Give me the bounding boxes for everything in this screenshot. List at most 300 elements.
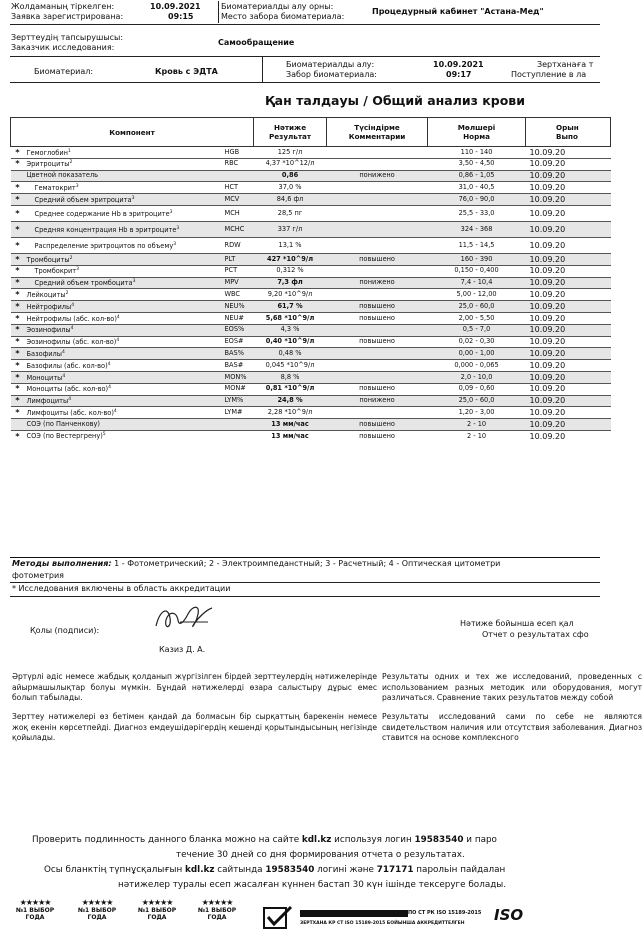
row-method-ref: 3 bbox=[76, 267, 79, 273]
row-date: 10.09.20 bbox=[526, 265, 611, 277]
verify-kz-line1: Осы бланктің түпнұсқалығын kdl.kz сайтында 19583540 логині және 717171 парольін пайдалан bbox=[44, 865, 506, 875]
customer-label-kz: Зерттеудің тапсырушысы: bbox=[11, 33, 124, 42]
customer-label-ru: Заказчик исследования: bbox=[11, 43, 115, 52]
row-norm: 324 - 368 bbox=[428, 221, 526, 237]
row-component bbox=[25, 336, 223, 348]
row-component-name: Моноциты (абс. кол-во) bbox=[26, 385, 109, 394]
methods-rule-bottom bbox=[10, 596, 600, 597]
row-method-ref: 4 bbox=[62, 373, 66, 379]
row-result: 13 мм/час bbox=[254, 430, 327, 441]
iso-logo: ISO bbox=[494, 906, 524, 924]
lab-received-label-ru: Поступление в ла bbox=[511, 70, 587, 79]
row-component-name: Лейкоциты bbox=[26, 291, 66, 300]
row-result: 0,045 *10^9/л bbox=[254, 360, 327, 372]
row-method-ref: 3 bbox=[169, 209, 173, 215]
row-star: * bbox=[11, 360, 25, 372]
row-star: * bbox=[11, 237, 25, 253]
row-comment: повышено bbox=[327, 383, 428, 395]
row-component bbox=[25, 360, 223, 372]
results-table bbox=[10, 117, 611, 442]
star-icon: ★★★★★ bbox=[19, 898, 51, 907]
row-component bbox=[25, 182, 223, 194]
row-comment bbox=[327, 407, 428, 419]
row-component bbox=[25, 221, 223, 237]
row-norm: 25,0 - 60,0 bbox=[428, 395, 526, 407]
row-abbr: PLT bbox=[223, 253, 254, 265]
iso-accreditation-text: ЗЕРТХАНА КР СТ ISO 15189-2015 БОЙЫНША АККРЕДИТТЕЛГЕН bbox=[300, 921, 465, 926]
row-comment bbox=[327, 237, 428, 253]
row-result: 24,8 % bbox=[254, 395, 327, 407]
row-norm: 0,5 - 7,0 bbox=[428, 324, 526, 336]
row-component bbox=[25, 205, 223, 221]
row-abbr: HCT bbox=[223, 182, 254, 194]
row-abbr bbox=[223, 419, 254, 431]
row-star bbox=[11, 419, 25, 431]
row-component-name: Лимфоциты (абс. кол-во) bbox=[26, 409, 114, 418]
row-result: 28,5 пг bbox=[254, 205, 327, 221]
award-badge bbox=[130, 898, 184, 921]
table-row bbox=[11, 371, 611, 383]
row-date: 10.09.20 bbox=[526, 407, 611, 419]
row-comment bbox=[327, 147, 428, 159]
iso-standard-text: ПО СТ РК ISO 15189-2015 bbox=[408, 910, 482, 916]
row-comment bbox=[327, 371, 428, 383]
row-date: 10.09.20 bbox=[526, 324, 611, 336]
row-component bbox=[25, 158, 223, 170]
row-norm: 3,50 - 4,50 bbox=[428, 158, 526, 170]
row-star: * bbox=[11, 312, 25, 324]
row-component bbox=[25, 419, 223, 431]
star-icon: ★★★★★ bbox=[81, 898, 113, 907]
row-result: 337 г/л bbox=[254, 221, 327, 237]
row-component-name: Эритроциты bbox=[26, 160, 70, 169]
row-result: 4,37 *10^12/л bbox=[254, 158, 327, 170]
row-result: 37,0 % bbox=[254, 182, 327, 194]
verify-ru-line2: течение 30 дней со дня формирования отчета о результатах. bbox=[176, 850, 465, 860]
col-result: Нәтиже Результат bbox=[254, 118, 327, 147]
row-comment bbox=[327, 360, 428, 372]
row-component bbox=[25, 312, 223, 324]
result-report-kz: Нәтиже бойынша есеп қал bbox=[460, 619, 574, 628]
redaction-bar bbox=[300, 910, 408, 917]
row-date: 10.09.20 bbox=[526, 194, 611, 206]
award-text: №1 ВЫБОР ГОДА bbox=[137, 907, 177, 921]
row-comment: повышено bbox=[327, 419, 428, 431]
registered-label-kz: Жолдаманың тіркелген: bbox=[11, 2, 115, 11]
row-date: 10.09.20 bbox=[526, 170, 611, 182]
row-component-name: Средняя концентрация Hb в эритроците bbox=[34, 225, 177, 234]
row-method-ref: 2 bbox=[69, 255, 73, 261]
row-abbr: RDW bbox=[223, 237, 254, 253]
row-comment bbox=[327, 205, 428, 221]
table-row bbox=[11, 205, 611, 221]
row-method-ref: 3 bbox=[176, 225, 180, 231]
row-date: 10.09.20 bbox=[526, 289, 611, 301]
col-norm: Мөлшері Норма bbox=[428, 118, 526, 147]
row-method-ref: 3 bbox=[173, 241, 177, 247]
row-component bbox=[25, 265, 223, 277]
methods-text: 1 - Фотометрический; 2 - Электроимпеданстный; 3 - Расчетный; 4 - Оптическая цитометри bbox=[111, 559, 501, 568]
row-method-ref: 2 bbox=[69, 160, 73, 166]
disclaimer-kz-2: Зерттеу нәтижелері өз бетімен қандай да болмасын бір сырқаттың барекенін немесе жоқ екенін көрсетпейді. Диагноз емдеушідәрігердің кешенді қорытындысының негізінде қойылады. bbox=[12, 712, 377, 742]
row-date: 10.09.20 bbox=[526, 147, 611, 159]
methods-rule-mid bbox=[10, 582, 600, 583]
row-date: 10.09.20 bbox=[526, 312, 611, 324]
row-component-name: Среднее содержание Hb в эритроците bbox=[34, 209, 170, 218]
row-abbr: NEU% bbox=[223, 301, 254, 313]
checkmark-icon bbox=[263, 905, 293, 930]
sample-place-value: Процедурный кабинет "Астана-Мед" bbox=[372, 7, 544, 16]
row-result: 4,3 % bbox=[254, 324, 327, 336]
row-date: 10.09.20 bbox=[526, 430, 611, 441]
table-row bbox=[11, 277, 611, 289]
disclaimer-ru-1: Результаты одних и тех же исследований, проведенных с использованием разных методик или оборудования, могут различаться. Сравнение таких результатов между собой bbox=[382, 672, 642, 702]
row-comment bbox=[327, 265, 428, 277]
row-component bbox=[25, 237, 223, 253]
award-text: №1 ВЫБОР ГОДА bbox=[77, 907, 117, 921]
table-row bbox=[11, 253, 611, 265]
table-header-row bbox=[11, 118, 611, 147]
row-star: * bbox=[11, 395, 25, 407]
accreditation-note: * Исследования включены в область аккредитации bbox=[12, 584, 231, 593]
row-comment bbox=[327, 221, 428, 237]
row-norm: 160 - 390 bbox=[428, 253, 526, 265]
handwritten-signature bbox=[150, 600, 220, 638]
award-text: №1 ВЫБОР ГОДА bbox=[15, 907, 55, 921]
row-method-ref: 3 bbox=[75, 183, 79, 189]
verify-kz-site-link[interactable]: kdl.kz bbox=[185, 865, 215, 875]
row-result: 0,312 % bbox=[254, 265, 327, 277]
star-icon: ★★★★★ bbox=[201, 898, 233, 907]
row-method-ref: 3 bbox=[132, 279, 136, 285]
row-comment: повышено bbox=[327, 336, 428, 348]
row-comment: повышено bbox=[327, 312, 428, 324]
table-row bbox=[11, 147, 611, 159]
table-row bbox=[11, 221, 611, 237]
row-norm: 0,150 - 0,400 bbox=[428, 265, 526, 277]
row-result: 61,7 % bbox=[254, 301, 327, 313]
row-norm: 76,0 - 90,0 bbox=[428, 194, 526, 206]
row-component-name: Средний объем тромбоцита bbox=[34, 279, 133, 288]
table-row bbox=[11, 407, 611, 419]
row-norm: 110 - 140 bbox=[428, 147, 526, 159]
row-abbr: MCV bbox=[223, 194, 254, 206]
row-norm: 5,00 - 12,00 bbox=[428, 289, 526, 301]
row-result: 0,86 bbox=[254, 170, 327, 182]
row-star: * bbox=[11, 336, 25, 348]
row-component bbox=[25, 395, 223, 407]
row-component bbox=[25, 371, 223, 383]
row-result: 125 г/л bbox=[254, 147, 327, 159]
signature-label: Қолы (подписи): bbox=[30, 626, 100, 635]
row-date: 10.09.20 bbox=[526, 336, 611, 348]
table-row bbox=[11, 336, 611, 348]
row-star: * bbox=[11, 158, 25, 170]
row-comment: понижено bbox=[327, 277, 428, 289]
row-star: * bbox=[11, 407, 25, 419]
row-result: 5,68 *10^9/л bbox=[254, 312, 327, 324]
table-row bbox=[11, 301, 611, 313]
row-component-name: Гематокрит bbox=[34, 184, 76, 193]
row-star: * bbox=[11, 371, 25, 383]
row-comment bbox=[327, 158, 428, 170]
table-row bbox=[11, 194, 611, 206]
row-norm: 25,0 - 60,0 bbox=[428, 301, 526, 313]
row-date: 10.09.20 bbox=[526, 237, 611, 253]
signer-name: Казиз Д. А. bbox=[159, 645, 206, 654]
row-component-name: Эозинофилы bbox=[26, 326, 71, 335]
row-component-name: Распределение эритроцитов по объему bbox=[34, 241, 174, 250]
row-norm: 2 - 10 bbox=[428, 419, 526, 431]
row-norm: 0,000 - 0,065 bbox=[428, 360, 526, 372]
biomaterial-label: Биоматериал: bbox=[34, 67, 94, 76]
row-component bbox=[25, 170, 223, 182]
header-rule-2 bbox=[10, 56, 600, 57]
row-abbr bbox=[223, 170, 254, 182]
row-star: * bbox=[11, 265, 25, 277]
table-row bbox=[11, 158, 611, 170]
row-method-ref: 4 bbox=[116, 314, 120, 320]
row-abbr: MON% bbox=[223, 371, 254, 383]
row-result: 0,40 *10^9/л bbox=[254, 336, 327, 348]
row-method-ref: 4 bbox=[107, 361, 111, 367]
row-method-ref: 4 bbox=[71, 302, 75, 308]
row-abbr: BAS# bbox=[223, 360, 254, 372]
row-result: 7,3 фл bbox=[254, 277, 327, 289]
row-component-name: Цветной показатель bbox=[26, 171, 99, 180]
col-comments: Түсіндірме Комментарии bbox=[327, 118, 428, 147]
row-star: * bbox=[11, 194, 25, 206]
disclaimer-kz-1: Әртүрлі әдіс немесе жабдық қолданып жүргізілген бірдей зерттеулердің нәтижелерінде айырмашылықтар болуы мүмкін. Бұндай нәтижелерді өзара салыстыру дұрыс емес болып табылады. bbox=[12, 672, 377, 702]
sample-place-label-ru: Место забора биоматериала: bbox=[221, 12, 345, 21]
row-date: 10.09.20 bbox=[526, 182, 611, 194]
registered-time: 09:15 bbox=[168, 12, 194, 21]
header-divider-2 bbox=[262, 56, 263, 82]
row-component-name: Тромбоциты bbox=[26, 255, 70, 264]
row-star: * bbox=[11, 253, 25, 265]
customer-value: Самообращение bbox=[218, 38, 295, 47]
row-method-ref: 3 bbox=[131, 195, 135, 201]
row-comment: повышено bbox=[327, 301, 428, 313]
disclaimer-ru-2: Результаты исследований сами по себе не являются свидетельством наличия или отсутствия заболевания. Диагноз ставится на основе комплексного bbox=[382, 712, 642, 742]
row-date: 10.09.20 bbox=[526, 419, 611, 431]
row-star: * bbox=[11, 182, 25, 194]
star-icon: ★★★★★ bbox=[141, 898, 173, 907]
table-row bbox=[11, 360, 611, 372]
methods-line bbox=[12, 559, 500, 568]
row-component bbox=[25, 289, 223, 301]
verify-site-link[interactable]: kdl.kz bbox=[301, 835, 332, 845]
row-result: 9,20 *10^9/л bbox=[254, 289, 327, 301]
row-norm: 25,5 - 33,0 bbox=[428, 205, 526, 221]
sample-taken-label-kz: Биоматериалды алу: bbox=[286, 60, 375, 69]
row-norm: 11,5 - 14,5 bbox=[428, 237, 526, 253]
verify-login: 19583540 bbox=[414, 835, 464, 845]
row-star: * bbox=[11, 430, 25, 441]
row-component bbox=[25, 194, 223, 206]
row-comment bbox=[327, 324, 428, 336]
row-star: * bbox=[11, 348, 25, 360]
row-abbr: MCHC bbox=[223, 221, 254, 237]
award-badge bbox=[190, 898, 244, 921]
row-component-name: Базофилы bbox=[26, 350, 62, 359]
row-method-ref: 4 bbox=[68, 397, 72, 403]
row-abbr: LYM% bbox=[223, 395, 254, 407]
header-divider bbox=[218, 1, 219, 23]
table-row bbox=[11, 430, 611, 441]
row-abbr: NEU# bbox=[223, 312, 254, 324]
row-date: 10.09.20 bbox=[526, 158, 611, 170]
row-component bbox=[25, 147, 223, 159]
award-badge bbox=[8, 898, 62, 921]
row-date: 10.09.20 bbox=[526, 205, 611, 221]
sample-taken-time: 09:17 bbox=[446, 70, 472, 79]
methods-label: Методы выполнения: bbox=[12, 559, 112, 568]
row-component-name: СОЭ (по Вестергрену) bbox=[26, 432, 103, 441]
row-star: * bbox=[11, 324, 25, 336]
row-result: 13,1 % bbox=[254, 237, 327, 253]
row-comment bbox=[327, 348, 428, 360]
row-norm: 2 - 10 bbox=[428, 430, 526, 441]
verify-kz-line2: нәтижелер туралы есеп жасалған күннен бастап 30 күн ішінде тексеруге болады. bbox=[118, 880, 507, 890]
row-date: 10.09.20 bbox=[526, 277, 611, 289]
col-date: Орын Выпо bbox=[526, 118, 611, 147]
row-date: 10.09.20 bbox=[526, 360, 611, 372]
row-norm: 0,86 - 1,05 bbox=[428, 170, 526, 182]
row-method-ref: 4 bbox=[61, 349, 65, 355]
row-norm: 2,0 - 10,0 bbox=[428, 371, 526, 383]
row-component-name: Средний объем эритроцита bbox=[34, 195, 132, 204]
methods-text-2: фотометрия bbox=[12, 571, 64, 580]
row-comment bbox=[327, 289, 428, 301]
row-component bbox=[25, 430, 223, 441]
table-row bbox=[11, 182, 611, 194]
sample-taken-date: 10.09.2021 bbox=[433, 60, 484, 69]
row-method-ref: 4 bbox=[116, 338, 120, 344]
table-row bbox=[11, 170, 611, 182]
registered-date: 10.09.2021 bbox=[150, 2, 201, 11]
row-abbr: MPV bbox=[223, 277, 254, 289]
row-component-name: Нейтрофилы bbox=[26, 302, 72, 311]
table-row bbox=[11, 324, 611, 336]
row-result: 0,48 % bbox=[254, 348, 327, 360]
row-norm: 1,20 - 3,00 bbox=[428, 407, 526, 419]
row-comment: повышено bbox=[327, 430, 428, 441]
lab-received-label-kz: Зертханаға т bbox=[537, 60, 594, 69]
row-method-ref: 4 bbox=[70, 326, 74, 332]
row-result: 427 *10^9/л bbox=[254, 253, 327, 265]
row-norm: 0,00 - 1,00 bbox=[428, 348, 526, 360]
page-title: Қан талдауы / Общий анализ крови bbox=[265, 93, 525, 108]
table-row bbox=[11, 395, 611, 407]
row-star bbox=[11, 170, 25, 182]
row-norm: 31,0 - 40,5 bbox=[428, 182, 526, 194]
row-date: 10.09.20 bbox=[526, 301, 611, 313]
table-row bbox=[11, 237, 611, 253]
table-row bbox=[11, 383, 611, 395]
row-abbr: HGB bbox=[223, 147, 254, 159]
row-date: 10.09.20 bbox=[526, 371, 611, 383]
row-comment bbox=[327, 194, 428, 206]
row-norm: 7,4 - 10,4 bbox=[428, 277, 526, 289]
row-component-name: Нейтрофилы (абс. кол-во) bbox=[26, 314, 117, 323]
table-row bbox=[11, 289, 611, 301]
row-norm: 2,00 - 5,50 bbox=[428, 312, 526, 324]
row-date: 10.09.20 bbox=[526, 395, 611, 407]
row-abbr: MCH bbox=[223, 205, 254, 221]
verify-ru-line1: Проверить подлинность данного бланка можно на сайте kdl.kz используя логин 19583540 и паро bbox=[32, 835, 497, 845]
row-component bbox=[25, 253, 223, 265]
award-text: №1 ВЫБОР ГОДА bbox=[197, 907, 237, 921]
row-method-ref: 4 bbox=[108, 385, 111, 391]
row-star: * bbox=[11, 277, 25, 289]
table-row bbox=[11, 348, 611, 360]
row-method-ref: 1 bbox=[67, 148, 71, 154]
row-comment: повышено bbox=[327, 253, 428, 265]
row-component bbox=[25, 324, 223, 336]
row-star: * bbox=[11, 221, 25, 237]
row-abbr bbox=[223, 430, 254, 441]
row-date: 10.09.20 bbox=[526, 383, 611, 395]
row-component-name: Тромбокрит bbox=[34, 267, 77, 276]
biomaterial-value: Кровь с ЭДТА bbox=[155, 67, 218, 76]
row-component bbox=[25, 301, 223, 313]
result-report-ru: Отчет о результатах сфо bbox=[482, 630, 589, 639]
header-rule-1 bbox=[10, 24, 600, 25]
row-abbr: WBC bbox=[223, 289, 254, 301]
row-abbr: BAS% bbox=[223, 348, 254, 360]
row-method-ref: 4 bbox=[113, 408, 117, 414]
row-date: 10.09.20 bbox=[526, 348, 611, 360]
row-star: * bbox=[11, 383, 25, 395]
methods-rule-top bbox=[10, 557, 600, 558]
row-norm: 0,09 - 0,60 bbox=[428, 383, 526, 395]
header-rule-3 bbox=[10, 82, 600, 83]
row-star: * bbox=[11, 147, 25, 159]
table-row bbox=[11, 312, 611, 324]
table-row bbox=[11, 419, 611, 431]
row-method-ref: 5 bbox=[102, 432, 106, 438]
row-result: 13 мм/час bbox=[254, 419, 327, 431]
row-date: 10.09.20 bbox=[526, 253, 611, 265]
row-component bbox=[25, 383, 223, 395]
row-comment bbox=[327, 182, 428, 194]
row-comment: понижено bbox=[327, 170, 428, 182]
sample-taken-label-ru: Забор биоматериала: bbox=[286, 70, 377, 79]
table-row bbox=[11, 265, 611, 277]
row-result: 84,6 фл bbox=[254, 194, 327, 206]
row-norm: 0,02 - 0,30 bbox=[428, 336, 526, 348]
col-component: Компонент bbox=[11, 118, 254, 147]
row-star: * bbox=[11, 205, 25, 221]
row-abbr: RBC bbox=[223, 158, 254, 170]
row-component-name: Моноциты bbox=[26, 373, 63, 382]
row-component bbox=[25, 407, 223, 419]
sample-place-label-kz: Биоматериалды алу орны: bbox=[221, 2, 334, 11]
row-star: * bbox=[11, 289, 25, 301]
row-component-name: Гемоглобин bbox=[26, 148, 68, 157]
row-component bbox=[25, 277, 223, 289]
row-result: 2,28 *10^9/л bbox=[254, 407, 327, 419]
row-method-ref: 2 bbox=[65, 290, 69, 296]
registered-label-ru: Заявка зарегистрирована: bbox=[11, 12, 124, 21]
row-abbr: EOS# bbox=[223, 336, 254, 348]
row-result: 8,8 % bbox=[254, 371, 327, 383]
row-comment: понижено bbox=[327, 395, 428, 407]
row-abbr: LYM# bbox=[223, 407, 254, 419]
row-component-name: Эозинофилы (абс. кол-во) bbox=[26, 338, 117, 347]
row-component bbox=[25, 348, 223, 360]
